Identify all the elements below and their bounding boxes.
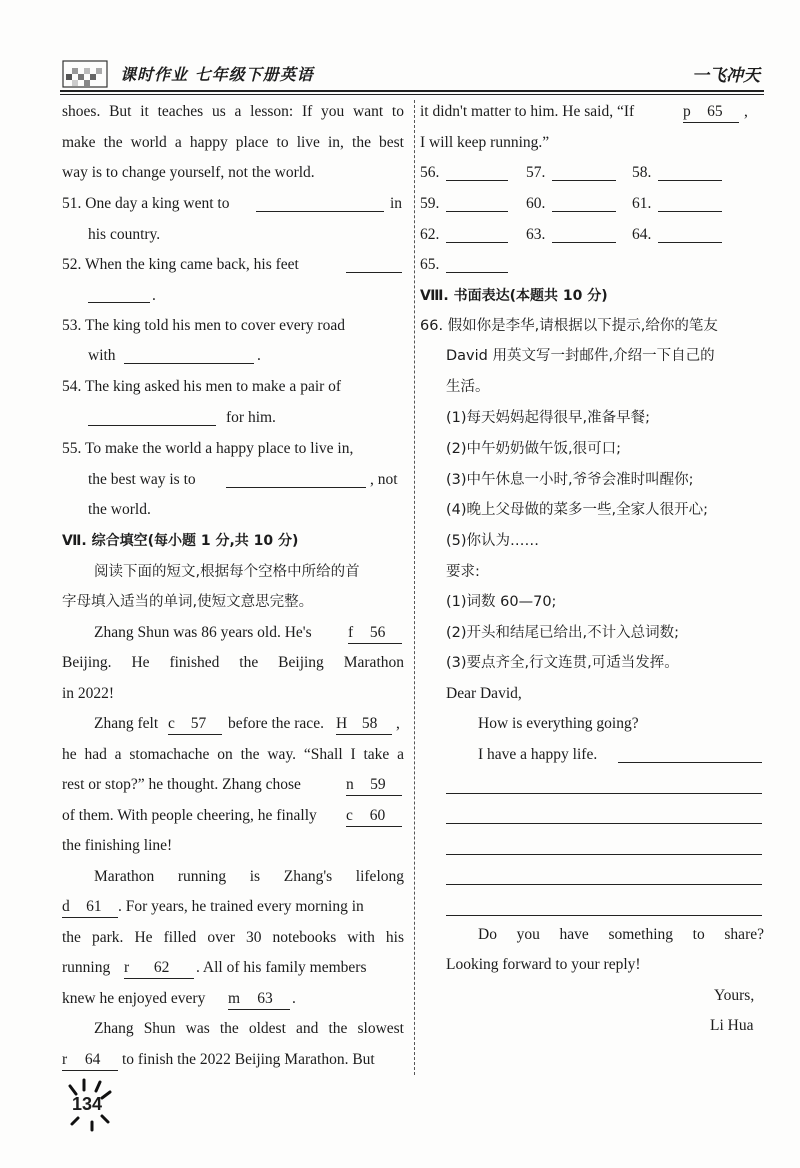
q55-answer-blank[interactable] bbox=[226, 472, 366, 488]
gap-58-comma: , bbox=[396, 715, 400, 732]
passage-p2-line-3: rest or stop?” he thought. Zhang chose bbox=[62, 776, 301, 793]
answer-label-60: 60. bbox=[526, 195, 546, 212]
column-divider bbox=[414, 100, 415, 1075]
answer-blank-59[interactable] bbox=[446, 196, 508, 212]
letter-writing-line-4[interactable] bbox=[446, 869, 762, 885]
passage-p1-line-3: in 2022! bbox=[62, 685, 115, 702]
answer-label-59: 59. bbox=[420, 195, 440, 212]
q66-line-3: 生活。 bbox=[446, 379, 490, 395]
q54-for-him: for him. bbox=[226, 409, 276, 426]
letter-writing-line-3[interactable] bbox=[446, 839, 762, 855]
q66-hint-5: (5)你认为…… bbox=[446, 533, 540, 549]
answer-label-62: 62. bbox=[420, 226, 440, 243]
q66-hint-1: (1)每天妈妈起得很早,准备早餐; bbox=[446, 410, 651, 426]
section-7-instruction-2: 字母填入适当的单词,使短文意思完整。 bbox=[62, 594, 314, 610]
answer-label-58: 58. bbox=[632, 164, 652, 181]
gap-62[interactable]: r 62 bbox=[124, 958, 194, 979]
passage-p2-line-1a: Zhang felt bbox=[94, 715, 159, 732]
answer-blank-57[interactable] bbox=[552, 165, 616, 181]
answer-label-61: 61. bbox=[632, 195, 652, 212]
gap-63[interactable]: m 63 bbox=[228, 989, 290, 1010]
q66-hint-4: (4)晚上父母做的菜多一些,全家人很开心; bbox=[446, 502, 709, 518]
q51-answer-blank[interactable] bbox=[256, 196, 384, 212]
q52-period: . bbox=[152, 287, 156, 304]
q66-hint-2: (2)中午奶奶做午饭,很可口; bbox=[446, 441, 622, 457]
passage-p3-line-4a: running bbox=[62, 959, 111, 976]
gap-58[interactable]: H 58 bbox=[336, 714, 392, 735]
passage-p3-line-1: Marathon running is Zhang's lifelong bbox=[94, 868, 404, 885]
passage-p3-line-2: . For years, he trained every morning in bbox=[118, 898, 364, 915]
q55-text-3: the world. bbox=[88, 501, 151, 518]
section-7-title: Ⅶ. 综合填空(每小题 1 分,共 10 分) bbox=[62, 533, 299, 549]
passage-p2-line-4: of them. With people cheering, he finally bbox=[62, 807, 317, 824]
q66-requirement-2: (2)开头和结尾已给出,不计入总词数; bbox=[446, 625, 680, 641]
q53-text: 53. The king told his men to cover every road bbox=[62, 317, 345, 334]
passage-p3-line-5: knew he enjoyed every bbox=[62, 990, 206, 1007]
header-title: 课时作业 七年级下册英语 bbox=[120, 65, 314, 84]
letter-writing-blank-0[interactable] bbox=[618, 747, 762, 763]
section-7-instruction-1: 阅读下面的短文,根据每个空格中所给的首 bbox=[94, 564, 360, 580]
gap-56[interactable]: f 56 bbox=[348, 623, 402, 644]
q52-answer-blank-2[interactable] bbox=[88, 287, 150, 303]
passage-p3-line-3: the park. He filled over 30 notebooks with his bbox=[62, 929, 404, 946]
intro-line-2: make the world a happy place to live in, the best bbox=[62, 134, 404, 151]
passage-p2-line-1b: before the race. bbox=[228, 715, 324, 732]
passage-p4-line-1: Zhang Shun was the oldest and the slowest bbox=[94, 1020, 404, 1037]
q51-text-2: his country. bbox=[88, 226, 161, 243]
passage-p3-line-4b: . All of his family members bbox=[196, 959, 367, 976]
gap-63-period: . bbox=[292, 990, 296, 1007]
gap-64[interactable]: r 64 bbox=[62, 1050, 118, 1071]
passage-cont-line-1: it didn't matter to him. He said, “If bbox=[420, 103, 635, 120]
letter-writing-line-2[interactable] bbox=[446, 808, 762, 824]
gap-61[interactable]: d 61 bbox=[62, 897, 118, 918]
header-rule-thin bbox=[60, 94, 764, 95]
gap-65[interactable]: p 65 bbox=[683, 102, 739, 123]
section-8-title: Ⅷ. 书面表达(本题共 10 分) bbox=[420, 288, 608, 304]
q66-requirement-1: (1)词数 60—70; bbox=[446, 594, 557, 610]
intro-line-3: way is to change yourself, not the world. bbox=[62, 164, 315, 181]
q51-in: in bbox=[390, 195, 403, 212]
q54-answer-blank[interactable] bbox=[88, 410, 216, 426]
passage-p4-line-2: to finish the 2022 Beijing Marathon. But bbox=[122, 1051, 375, 1068]
letter-line-2: I have a happy life. bbox=[478, 746, 598, 763]
q66-requirements-title: 要求: bbox=[446, 564, 480, 580]
q52-text: 52. When the king came back, his feet bbox=[62, 256, 299, 273]
q53-answer-blank[interactable] bbox=[124, 348, 254, 364]
q55-not: , not bbox=[370, 471, 398, 488]
letter-writing-line-5[interactable] bbox=[446, 900, 762, 916]
gap-60[interactable]: c 60 bbox=[346, 806, 402, 827]
answer-blank-61[interactable] bbox=[658, 196, 722, 212]
q53-period: . bbox=[257, 347, 261, 364]
answer-label-65: 65. bbox=[420, 256, 440, 273]
letter-writing-line-1[interactable] bbox=[446, 778, 762, 794]
q53-with: with bbox=[88, 347, 116, 364]
passage-p1-line-1: Zhang Shun was 86 years old. He's bbox=[94, 624, 312, 641]
page-number: 134 bbox=[72, 1094, 103, 1114]
letter-line-1: How is everything going? bbox=[478, 715, 639, 732]
q55-text-2: the best way is to bbox=[88, 471, 196, 488]
passage-p2-line-5: the finishing line! bbox=[62, 837, 173, 854]
q55-text: 55. To make the world a happy place to live in, bbox=[62, 440, 354, 457]
q66-hint-3: (3)中午休息一小时,爷爷会准时叫醒你; bbox=[446, 472, 694, 488]
answer-label-57: 57. bbox=[526, 164, 546, 181]
passage-p1-line-2: Beijing. He finished the Beijing Marathon bbox=[62, 654, 404, 671]
q66-requirement-3: (3)要点齐全,行文连贯,可适当发挥。 bbox=[446, 655, 679, 671]
gap-57[interactable]: c 57 bbox=[168, 714, 222, 735]
header-logo-icon bbox=[62, 60, 108, 88]
answer-label-56: 56. bbox=[420, 164, 440, 181]
answer-blank-65[interactable] bbox=[446, 257, 508, 273]
page-number-badge bbox=[62, 1078, 122, 1138]
q66-line-2: David 用英文写一封邮件,介绍一下自己的 bbox=[446, 348, 715, 364]
q54-text: 54. The king asked his men to make a pair of bbox=[62, 378, 342, 395]
gap-59[interactable]: n 59 bbox=[346, 775, 402, 796]
answer-blank-56[interactable] bbox=[446, 165, 508, 181]
answer-label-63: 63. bbox=[526, 226, 546, 243]
answer-blank-60[interactable] bbox=[552, 196, 616, 212]
letter-signature: Li Hua bbox=[710, 1017, 754, 1034]
answer-label-64: 64. bbox=[632, 226, 652, 243]
header-rule bbox=[60, 90, 764, 92]
letter-closing-1: Do you have something to share? bbox=[478, 926, 764, 943]
passage-p2-line-2: he had a stomachache on the way. “Shall I take a bbox=[62, 746, 404, 763]
answer-blank-62[interactable] bbox=[446, 227, 508, 243]
q51-text: 51. One day a king went to bbox=[62, 195, 230, 212]
letter-closing-2: Looking forward to your reply! bbox=[446, 956, 641, 973]
answer-blank-58[interactable] bbox=[658, 165, 722, 181]
gap-65-comma: , bbox=[744, 103, 748, 120]
intro-line-1: shoes. But it teaches us a lesson: If you want to bbox=[62, 103, 404, 120]
letter-greeting: Dear David, bbox=[446, 685, 522, 702]
q66-line-1: 66. 假如你是李华,请根据以下提示,给你的笔友 bbox=[420, 318, 718, 334]
q52-answer-blank[interactable] bbox=[346, 257, 402, 273]
letter-signoff: Yours, bbox=[714, 987, 755, 1004]
header-brand: 一飞冲天 bbox=[692, 66, 760, 86]
passage-cont-line-2: I will keep running.” bbox=[420, 134, 550, 151]
answer-blank-63[interactable] bbox=[552, 227, 616, 243]
answer-blank-64[interactable] bbox=[658, 227, 722, 243]
